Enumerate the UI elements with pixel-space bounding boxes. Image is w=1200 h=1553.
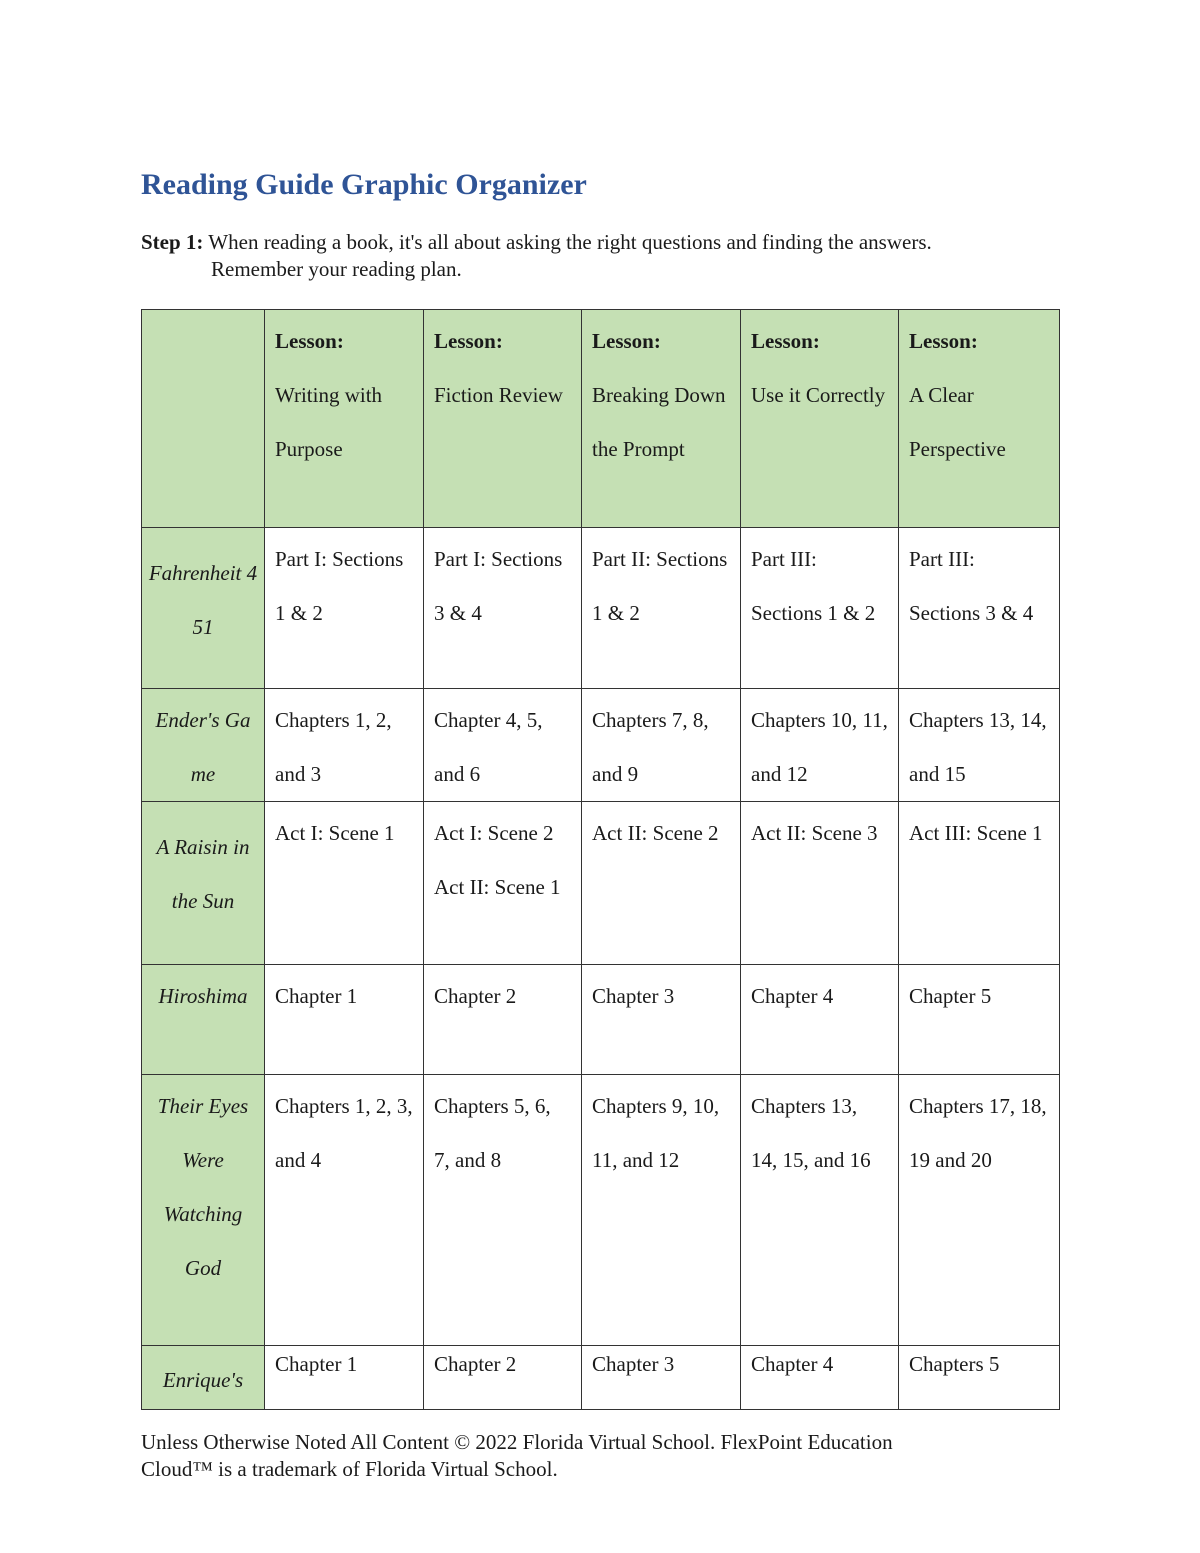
reading-guide-table [141,309,1060,1410]
cell-text: Chapter 1 [275,984,358,1008]
cell-text: Act I: Scene 1 [275,821,395,845]
table-cell [899,965,1060,1075]
cell-text: Chapters 5 [909,1352,1000,1376]
table-cell [424,1075,582,1346]
table-cell [582,1346,741,1410]
book-title-text: Enrique's [162,1368,244,1392]
table-cell [424,689,582,802]
cell-text: Chapters 10, 11, and 12 [751,708,888,786]
table-cell [741,528,899,689]
footer-line-1: Unless Otherwise Noted All Content © 2022 Florida Virtual School. FlexPoint Education [141,1430,893,1454]
lesson-name: Breaking Down the Prompt [592,383,726,461]
cell-text: Chapters 13, 14, 15, and 16 [751,1094,871,1172]
cell-text: Chapter 4 [751,984,834,1008]
book-title [142,689,265,802]
lesson-label: Lesson: [434,329,503,353]
cell-text: Part I: Sections 1 & 2 [275,547,404,625]
table-cell [741,1346,899,1410]
lesson-name: A Clear Perspective [909,383,1006,461]
cell-text: Part III: Sections 3 & 4 [909,547,1034,625]
cell-text: Chapters 9, 10, 11, and 12 [592,1094,720,1172]
cell-text: Chapter 3 [592,1352,675,1376]
cell-text: Chapters 17, 18, 19 and 20 [909,1094,1047,1172]
book-title [142,528,265,689]
cell-text: Act III: Scene 1 [909,821,1043,845]
cell-text: Chapters 13, 14, and 15 [909,708,1047,786]
step-text-line1: When reading a book, it's all about asking the right questions and finding the answers. [208,230,932,254]
cell-text: Act II: Scene 3 [751,821,878,845]
lesson-name: Fiction Review [434,383,563,407]
cell-text: Chapters 7, 8, and 9 [592,708,709,786]
table-cell [899,528,1060,689]
cell-text: Chapters 1, 2, 3, and 4 [275,1094,413,1172]
lesson-header-2 [424,310,582,528]
book-title-text: Ender's Game [155,708,251,786]
cell-text: Chapter 5 [909,984,992,1008]
table-cell [899,689,1060,802]
step-text-line2: Remember your reading plan. [211,257,462,281]
cell-text: Chapters 1, 2, and 3 [275,708,392,786]
lesson-header-3 [582,310,741,528]
table-cell [899,1346,1060,1410]
table-cell [424,1346,582,1410]
table-cell [582,689,741,802]
cell-text: Chapter 4 [751,1352,834,1376]
lesson-label: Lesson: [275,329,344,353]
step-label: Step 1: [141,230,204,254]
table-cell [265,689,424,802]
page-title: Reading Guide Graphic Organizer [141,168,587,201]
book-title-text: Their Eyes Were Watching God [157,1094,249,1280]
cell-text: Part II: Sections 1 & 2 [592,547,728,625]
table-row [142,689,1060,802]
cell-text: Chapter 2 [434,1352,517,1376]
cell-text: Act I: Scene 2 Act II: Scene 1 [434,821,561,899]
table-cell [899,802,1060,965]
table-cell [741,689,899,802]
table-cell [265,1075,424,1346]
cell-text: Chapter 1 [275,1352,358,1376]
table-row [142,1075,1060,1346]
table-row [142,528,1060,689]
footer-line-2: Cloud™ is a trademark of Florida Virtual School. [141,1457,558,1481]
book-title [142,1075,265,1346]
lesson-label: Lesson: [592,329,661,353]
copyright-footer [141,1429,1041,1483]
lesson-label: Lesson: [909,329,978,353]
cell-text: Part III: Sections 1 & 2 [751,547,876,625]
table-cell [424,965,582,1075]
table-cell [899,1075,1060,1346]
lesson-header-1 [265,310,424,528]
lesson-header-4 [741,310,899,528]
lesson-name: Writing with Purpose [275,383,383,461]
table-cell [265,965,424,1075]
header-row [142,310,1060,528]
table-cell [424,802,582,965]
table-row [142,965,1060,1075]
book-title [142,965,265,1075]
corner-cell [142,310,265,528]
table-row [142,802,1060,965]
cell-text: Chapter 3 [592,984,675,1008]
table-cell [741,802,899,965]
lesson-header-5 [899,310,1060,528]
cell-text: Part I: Sections 3 & 4 [434,547,563,625]
book-title-text: Hiroshima [158,984,248,1008]
table-cell [582,965,741,1075]
cell-text: Act II: Scene 2 [592,821,719,845]
book-title-text: A Raisin in the Sun [156,835,250,913]
lesson-name: Use it Correctly [751,383,886,407]
table-cell [741,1075,899,1346]
step-instructions [141,229,1101,283]
cell-text: Chapter 4, 5, and 6 [434,708,543,786]
table-cell [582,802,741,965]
book-title [142,802,265,965]
table-row [142,1346,1060,1410]
table-cell [424,528,582,689]
table-cell [265,528,424,689]
table-cell [582,528,741,689]
table-cell [582,1075,741,1346]
table-cell [265,802,424,965]
table-cell [741,965,899,1075]
table-cell [265,1346,424,1410]
lesson-label: Lesson: [751,329,820,353]
cell-text: Chapters 5, 6, 7, and 8 [434,1094,551,1172]
cell-text: Chapter 2 [434,984,517,1008]
book-title [142,1346,265,1410]
book-title-text: Fahrenheit 451 [148,561,258,639]
